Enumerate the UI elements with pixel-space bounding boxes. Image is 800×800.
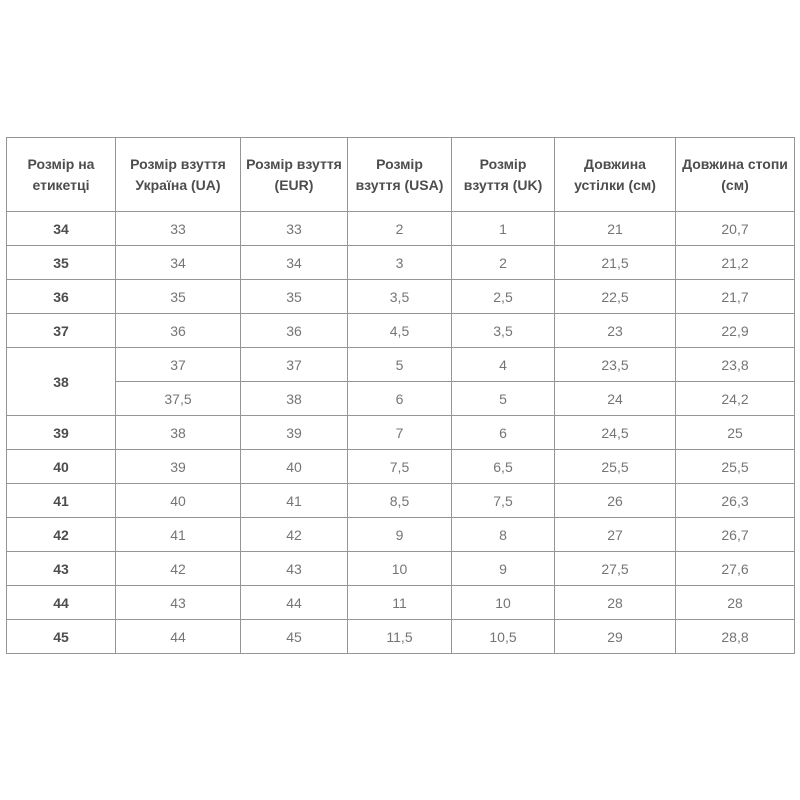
value-cell: 36 [241, 314, 348, 348]
value-cell: 34 [116, 246, 241, 280]
value-cell: 4,5 [348, 314, 452, 348]
label-size-cell: 36 [7, 280, 116, 314]
table-row [7, 518, 795, 552]
value-cell: 11 [348, 586, 452, 620]
value-cell: 37 [241, 348, 348, 382]
value-cell: 41 [116, 518, 241, 552]
value-cell: 24 [555, 382, 676, 416]
value-cell: 8 [452, 518, 555, 552]
value-cell: 5 [348, 348, 452, 382]
value-cell: 25,5 [555, 450, 676, 484]
value-cell: 28,8 [676, 620, 795, 654]
table-header [7, 138, 795, 212]
value-cell: 41 [241, 484, 348, 518]
value-cell: 28 [676, 586, 795, 620]
label-size-cell: 34 [7, 212, 116, 246]
value-cell: 38 [241, 382, 348, 416]
value-cell: 23,8 [676, 348, 795, 382]
value-cell: 28 [555, 586, 676, 620]
value-cell: 2,5 [452, 280, 555, 314]
value-cell: 35 [241, 280, 348, 314]
value-cell: 10 [348, 552, 452, 586]
column-header: Розмір взуття Україна (UA) [116, 138, 241, 212]
column-header: Розмір взуття (USA) [348, 138, 452, 212]
value-cell: 4 [452, 348, 555, 382]
label-size-cell: 43 [7, 552, 116, 586]
value-cell: 42 [116, 552, 241, 586]
value-cell: 3 [348, 246, 452, 280]
value-cell: 7,5 [452, 484, 555, 518]
value-cell: 38 [116, 416, 241, 450]
table-body [7, 212, 795, 654]
value-cell: 24,5 [555, 416, 676, 450]
label-size-cell: 44 [7, 586, 116, 620]
value-cell: 9 [452, 552, 555, 586]
value-cell: 34 [241, 246, 348, 280]
value-cell: 7 [348, 416, 452, 450]
table-row [7, 212, 795, 246]
value-cell: 27,6 [676, 552, 795, 586]
value-cell: 29 [555, 620, 676, 654]
label-size-cell: 40 [7, 450, 116, 484]
table-row [7, 484, 795, 518]
label-size-cell: 38 [7, 348, 116, 416]
value-cell: 36 [116, 314, 241, 348]
value-cell: 44 [241, 586, 348, 620]
value-cell: 24,2 [676, 382, 795, 416]
value-cell: 22,5 [555, 280, 676, 314]
value-cell: 40 [116, 484, 241, 518]
value-cell: 33 [241, 212, 348, 246]
label-size-cell: 45 [7, 620, 116, 654]
value-cell: 44 [116, 620, 241, 654]
value-cell: 23,5 [555, 348, 676, 382]
table-row [7, 416, 795, 450]
table-row [7, 586, 795, 620]
value-cell: 27 [555, 518, 676, 552]
value-cell: 10 [452, 586, 555, 620]
value-cell: 22,9 [676, 314, 795, 348]
value-cell: 2 [452, 246, 555, 280]
value-cell: 8,5 [348, 484, 452, 518]
label-size-cell: 37 [7, 314, 116, 348]
value-cell: 21 [555, 212, 676, 246]
table-row [7, 450, 795, 484]
table-row [7, 552, 795, 586]
value-cell: 43 [241, 552, 348, 586]
value-cell: 21,7 [676, 280, 795, 314]
value-cell: 42 [241, 518, 348, 552]
label-size-cell: 35 [7, 246, 116, 280]
value-cell: 39 [116, 450, 241, 484]
value-cell: 27,5 [555, 552, 676, 586]
value-cell: 37 [116, 348, 241, 382]
value-cell: 43 [116, 586, 241, 620]
column-header: Розмір взуття (UK) [452, 138, 555, 212]
value-cell: 3,5 [452, 314, 555, 348]
table-row [7, 314, 795, 348]
value-cell: 21,2 [676, 246, 795, 280]
value-cell: 1 [452, 212, 555, 246]
size-chart-container [6, 137, 794, 654]
value-cell: 20,7 [676, 212, 795, 246]
value-cell: 10,5 [452, 620, 555, 654]
table-row [7, 382, 795, 416]
value-cell: 26,7 [676, 518, 795, 552]
value-cell: 37,5 [116, 382, 241, 416]
value-cell: 35 [116, 280, 241, 314]
value-cell: 6,5 [452, 450, 555, 484]
label-size-cell: 42 [7, 518, 116, 552]
value-cell: 11,5 [348, 620, 452, 654]
value-cell: 21,5 [555, 246, 676, 280]
header-row [7, 138, 795, 212]
value-cell: 39 [241, 416, 348, 450]
column-header: Довжина устілки (см) [555, 138, 676, 212]
value-cell: 23 [555, 314, 676, 348]
value-cell: 33 [116, 212, 241, 246]
table-row [7, 246, 795, 280]
table-row [7, 280, 795, 314]
column-header: Довжина стопи (см) [676, 138, 795, 212]
value-cell: 40 [241, 450, 348, 484]
shoe-size-conversion-table [6, 137, 795, 654]
label-size-cell: 41 [7, 484, 116, 518]
column-header: Розмір взуття (EUR) [241, 138, 348, 212]
value-cell: 7,5 [348, 450, 452, 484]
value-cell: 5 [452, 382, 555, 416]
table-row [7, 348, 795, 382]
column-header: Розмір на етикетці [7, 138, 116, 212]
value-cell: 3,5 [348, 280, 452, 314]
value-cell: 26,3 [676, 484, 795, 518]
table-row [7, 620, 795, 654]
value-cell: 45 [241, 620, 348, 654]
value-cell: 6 [348, 382, 452, 416]
label-size-cell: 39 [7, 416, 116, 450]
value-cell: 6 [452, 416, 555, 450]
value-cell: 25,5 [676, 450, 795, 484]
value-cell: 26 [555, 484, 676, 518]
value-cell: 25 [676, 416, 795, 450]
value-cell: 2 [348, 212, 452, 246]
value-cell: 9 [348, 518, 452, 552]
